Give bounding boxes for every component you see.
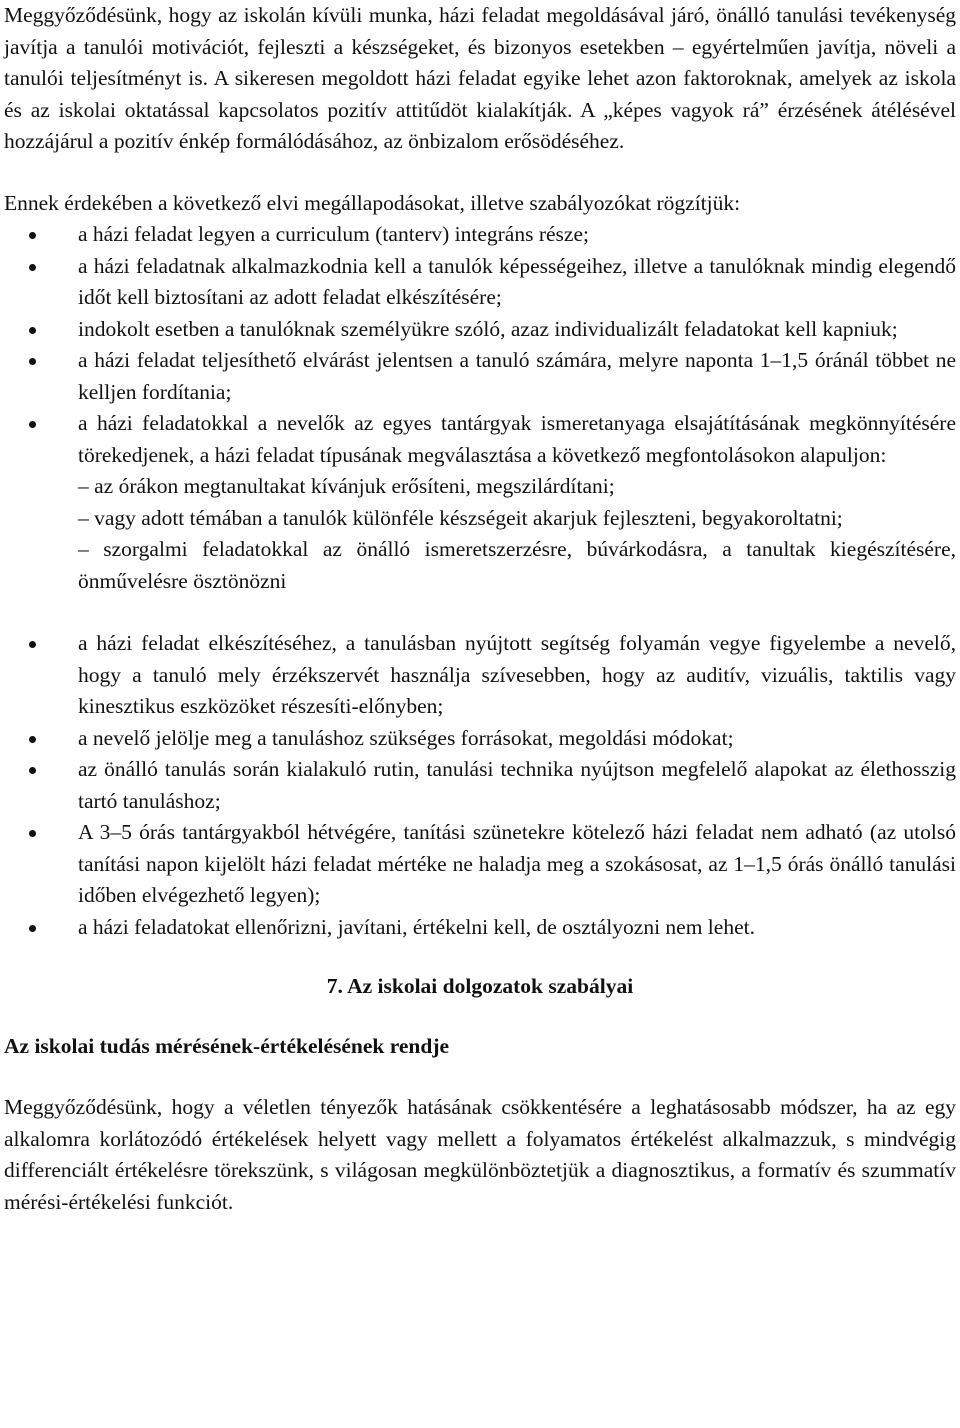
list-item: indokolt esetben a tanulóknak személyükre szóló, azaz individualizált feladatokat kell kapniuk; bbox=[4, 314, 956, 346]
spacer bbox=[4, 597, 956, 628]
list-item: a házi feladat elkészítéséhez, a tanulásban nyújtott segítség folyamán vegye figyelembe a nevelő, hogy a tanuló mely érzékszervét használja szívesebben, hogy az auditív, vizuális, taktilis vagy kinesztikus eszközöket részesíti-előnyben; bbox=[4, 628, 956, 723]
list-item: a házi feladat teljesíthető elvárást jelentsen a tanuló számára, melyre naponta 1–1,5 óránál többet ne kelljen fordítania; bbox=[4, 345, 956, 408]
sub-list-item: – szorgalmi feladatokkal az önálló ismeretszerzésre, búvárkodásra, a tanultak kiegészítésére, önművelésre ösztönözni bbox=[78, 537, 956, 593]
list-item: az önálló tanulás során kialakuló rutin, tanulási technika nyújtson megfelelő alapokat az élethosszig tartó tanuláshoz; bbox=[4, 754, 956, 817]
rules-lead-paragraph: Ennek érdekében a következő elvi megállapodásokat, illetve szabályozókat rögzítjük: bbox=[4, 190, 741, 215]
list-item-with-subitems bbox=[4, 408, 956, 597]
list-item: a házi feladat legyen a curriculum (tanterv) integráns része; bbox=[4, 219, 956, 251]
list-item-text: a házi feladatokkal a nevelők az egyes tantárgyak ismeretanyaga elsajátításának megkönnyítésére törekedjenek, a házi feladat típusának megválasztása a következő megfontolásokon alapuljon: bbox=[78, 411, 956, 467]
rules-list-continued bbox=[4, 628, 956, 943]
assessment-paragraph: Meggyőződésünk, hogy a véletlen tényezők hatásának csökkentésére a leghatásosabb módszer, ha az egy alkalomra korlátozódó értékelések helyett vagy mellett a folyamatos értékelést alkalmazzuk, s mindvégig differenciált értékelésre törekszünk, s világosan megkülönböztetjük a diagnosztikus, a formatív és szummatív mérési-értékelési funkciót. bbox=[4, 1095, 956, 1214]
intro-paragraph: Meggyőződésünk, hogy az iskolán kívüli munka, házi feladat megoldásával járó, önálló tanulási tevékenység javítja a tanulói motivációt, fejleszti a készségeket, és bizonyos esetekben – egyértelműen javítja, növeli a tanulói teljesítményt is. A sikeresen megoldott házi feladat egyike lehet azon faktoroknak, amelyek az iskola és az iskolai oktatással kapcsolatos pozitív attitűdöt kialakítják. A „képes vagyok rá” érzésének átélésével hozzájárul a pozitív énkép formálódásához, az önbizalom erősödéséhez. bbox=[4, 3, 956, 153]
section-heading: Az iskolai tudás mérésének-értékelésének rendje bbox=[4, 1033, 450, 1058]
sub-list-item: – az órákon megtanultakat kívánjuk erősíteni, megszilárdítani; bbox=[78, 474, 615, 498]
sub-list bbox=[78, 471, 956, 597]
list-item: A 3–5 órás tantárgyakból hétvégére, tanítási szünetekre kötelező házi feladat nem adható (az utolsó tanítási napon kijelölt házi feladat mértéke ne haladja meg a szokásosat, az 1–1,5 órás önálló tanulási időben elvégezhető legyen); bbox=[4, 817, 956, 912]
chapter-heading: 7. Az iskolai dolgozatok szabályai bbox=[326, 974, 634, 998]
rules-list bbox=[4, 219, 956, 597]
list-item: a házi feladatnak alkalmazkodnia kell a tanulók képességeihez, illetve a tanulóknak mindig elegendő időt kell biztosítani az adott feladat elkészítésére; bbox=[4, 251, 956, 314]
sub-list-item: – vagy adott témában a tanulók különféle készségeit akarjuk fejleszteni, begyakoroltatni; bbox=[78, 505, 843, 530]
list-item: a házi feladatokat ellenőrizni, javítani, értékelni kell, de osztályozni nem lehet. bbox=[4, 912, 956, 944]
list-item: a nevelő jelölje meg a tanuláshoz szükséges forrásokat, megoldási módokat; bbox=[4, 723, 956, 755]
